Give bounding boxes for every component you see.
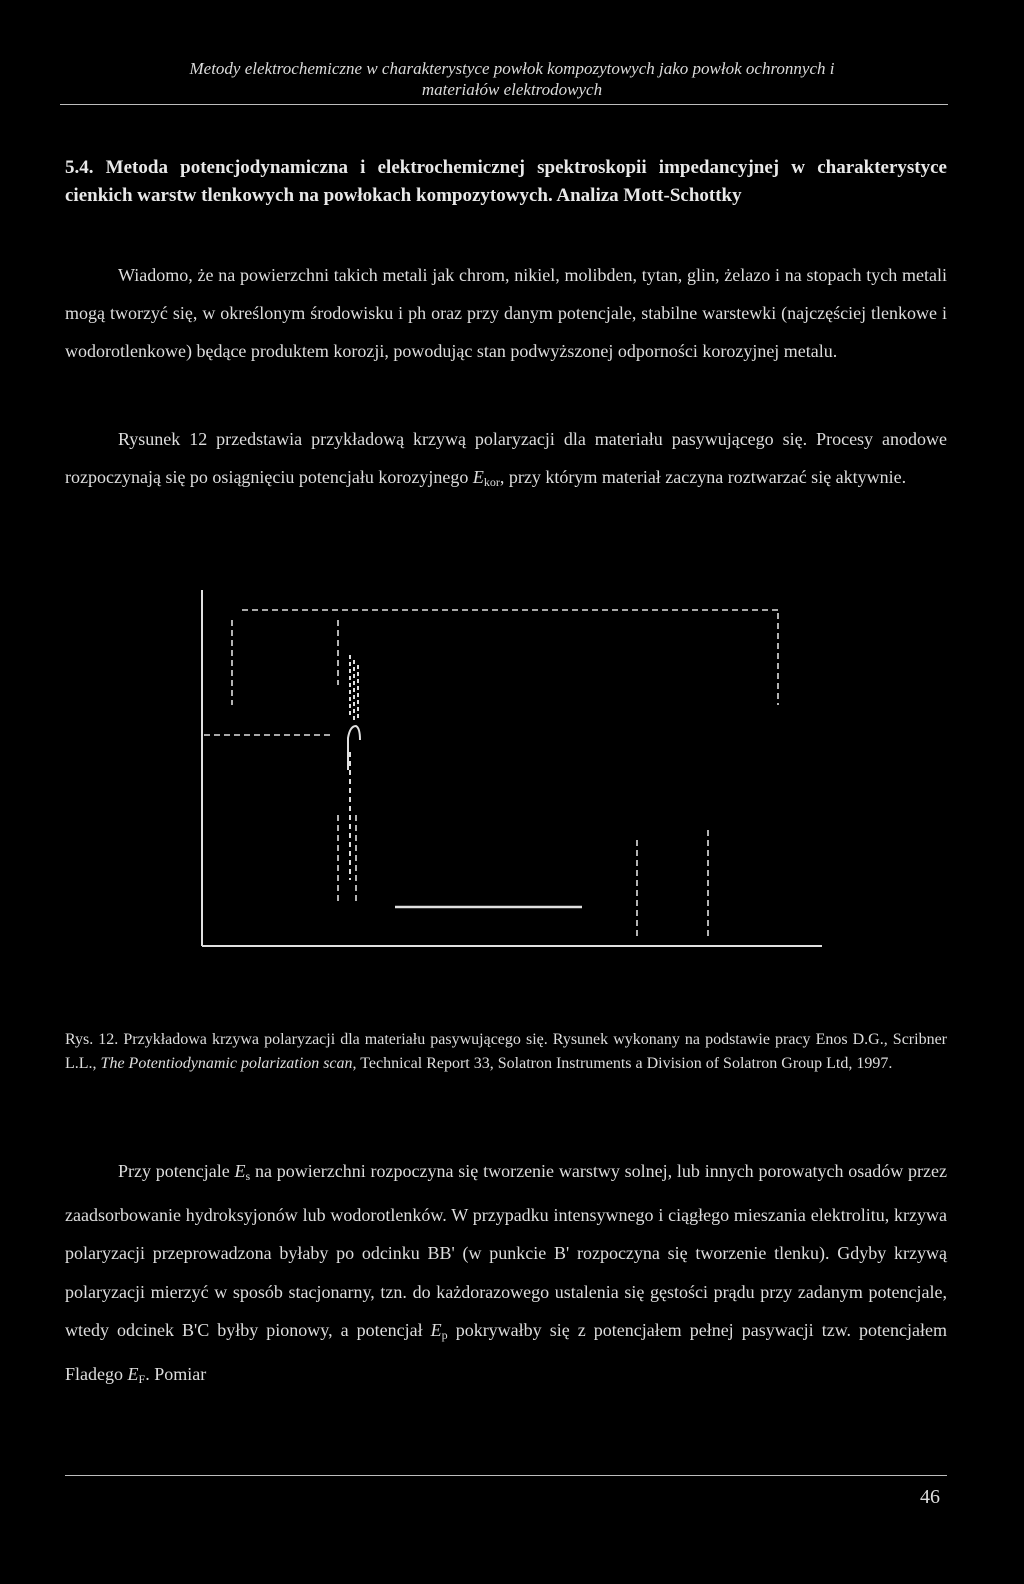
figure-caption	[65, 1028, 947, 1076]
polarization-curve-figure	[190, 580, 830, 960]
paragraph-salt-layer	[65, 1152, 947, 1398]
es-subscript: s	[245, 1169, 251, 1183]
dashed-guides	[204, 610, 778, 938]
paragraph1-text: Wiadomo, że na powierzchni takich metali jak chrom, nikiel, molibden, tytan, glin, żelazo i na stopach tych metali mogą tworzyć się, w określonym środowisku i ph oraz przy danym potencjale, stabilne warstewki (najczęściej tlenkowe i wodorotlenkowe) będące produktem korozji, powodując stan podwyższonej odporności korozyjnej metalu.	[65, 265, 947, 361]
ef-subscript: F	[138, 1371, 146, 1386]
paragraph-figure-reference	[65, 420, 947, 501]
transpassive-branch	[350, 655, 358, 720]
caption-after: , Technical Report 33, Solatron Instruments a Division of Solatron Group Ltd, 1997.	[352, 1055, 893, 1072]
ep-symbol: E	[430, 1320, 442, 1340]
ekor-symbol: E	[472, 467, 484, 487]
running-header	[60, 58, 964, 100]
figure-axes	[202, 590, 822, 946]
paragraph2-before: Rysunek 12 przedstawia przykładową krzywą polaryzacji dla materiału pasywującego się. Procesy anodowe rozpoczynają się po osiągnięciu potencjału korozyjnego	[65, 429, 947, 487]
p3-text-1: Przy potencjale	[118, 1161, 235, 1181]
running-header-line1: Metody elektrochemiczne w charakterystyce powłok kompozytowych jako powłok ochronnych i	[189, 59, 835, 78]
es-symbol: E	[234, 1161, 246, 1181]
p3-text-3: pokrywałby się z potencjałem pełnej pasywacji tzw. potencjałem Fladego	[65, 1320, 948, 1384]
caption-before: Rys. 12. Przykładowa krzywa polaryzacji dla materiału pasywującego się. Rysunek wykonany na podstawie pracy Enos D.G., Scribner L.L.,	[65, 1031, 947, 1072]
p3-text-2: na powierzchni rozpoczyna się tworzenie warstwy solnej, lub innych porowatych osadów przez zaadsorbowanie hydroksyjonów lub wodorotlenków. W przypadku intensywnego i ciągłego mieszania elektrolitu, krzywa polaryzacji przeprowadzona byłaby po odcinku BB' (w punkcie B' rozpoczyna się tworzenie tlenku). Gdyby krzywą polaryzacji mierzyć w sposób stacjonarny, tzn. do każdorazowego ustalenia się gęstości prądu przy zadanym potencjale, wtedy odcinek B'C byłby pionowy, a potencjał	[65, 1161, 947, 1340]
page-number: 46	[920, 1486, 940, 1508]
paragraph2-after: , przy którym materiał zaczyna roztwarzać się aktywnie.	[499, 467, 907, 487]
section-heading: 5.4. Metoda potencjodynamiczna i elektrochemicznej spektroskopii impedancyjnej w charakterystyce cienkich warstw tlenkowych na powłokach kompozytowych. Analiza Mott-Schottky	[65, 157, 947, 206]
ef-symbol: E	[127, 1363, 139, 1384]
header-rule	[60, 104, 948, 105]
p3-text-4: . Pomiar	[145, 1363, 207, 1384]
ep-subscript: p	[441, 1328, 448, 1342]
footer-rule	[65, 1475, 947, 1476]
ekor-subscript: kor	[483, 475, 500, 489]
polarization-curve	[348, 655, 582, 907]
running-header-line2: materiałów elektrodowych	[421, 80, 603, 99]
paragraph-passivation-intro	[65, 256, 947, 370]
caption-cited-title: The Potentiodynamic polarization scan	[100, 1055, 353, 1072]
